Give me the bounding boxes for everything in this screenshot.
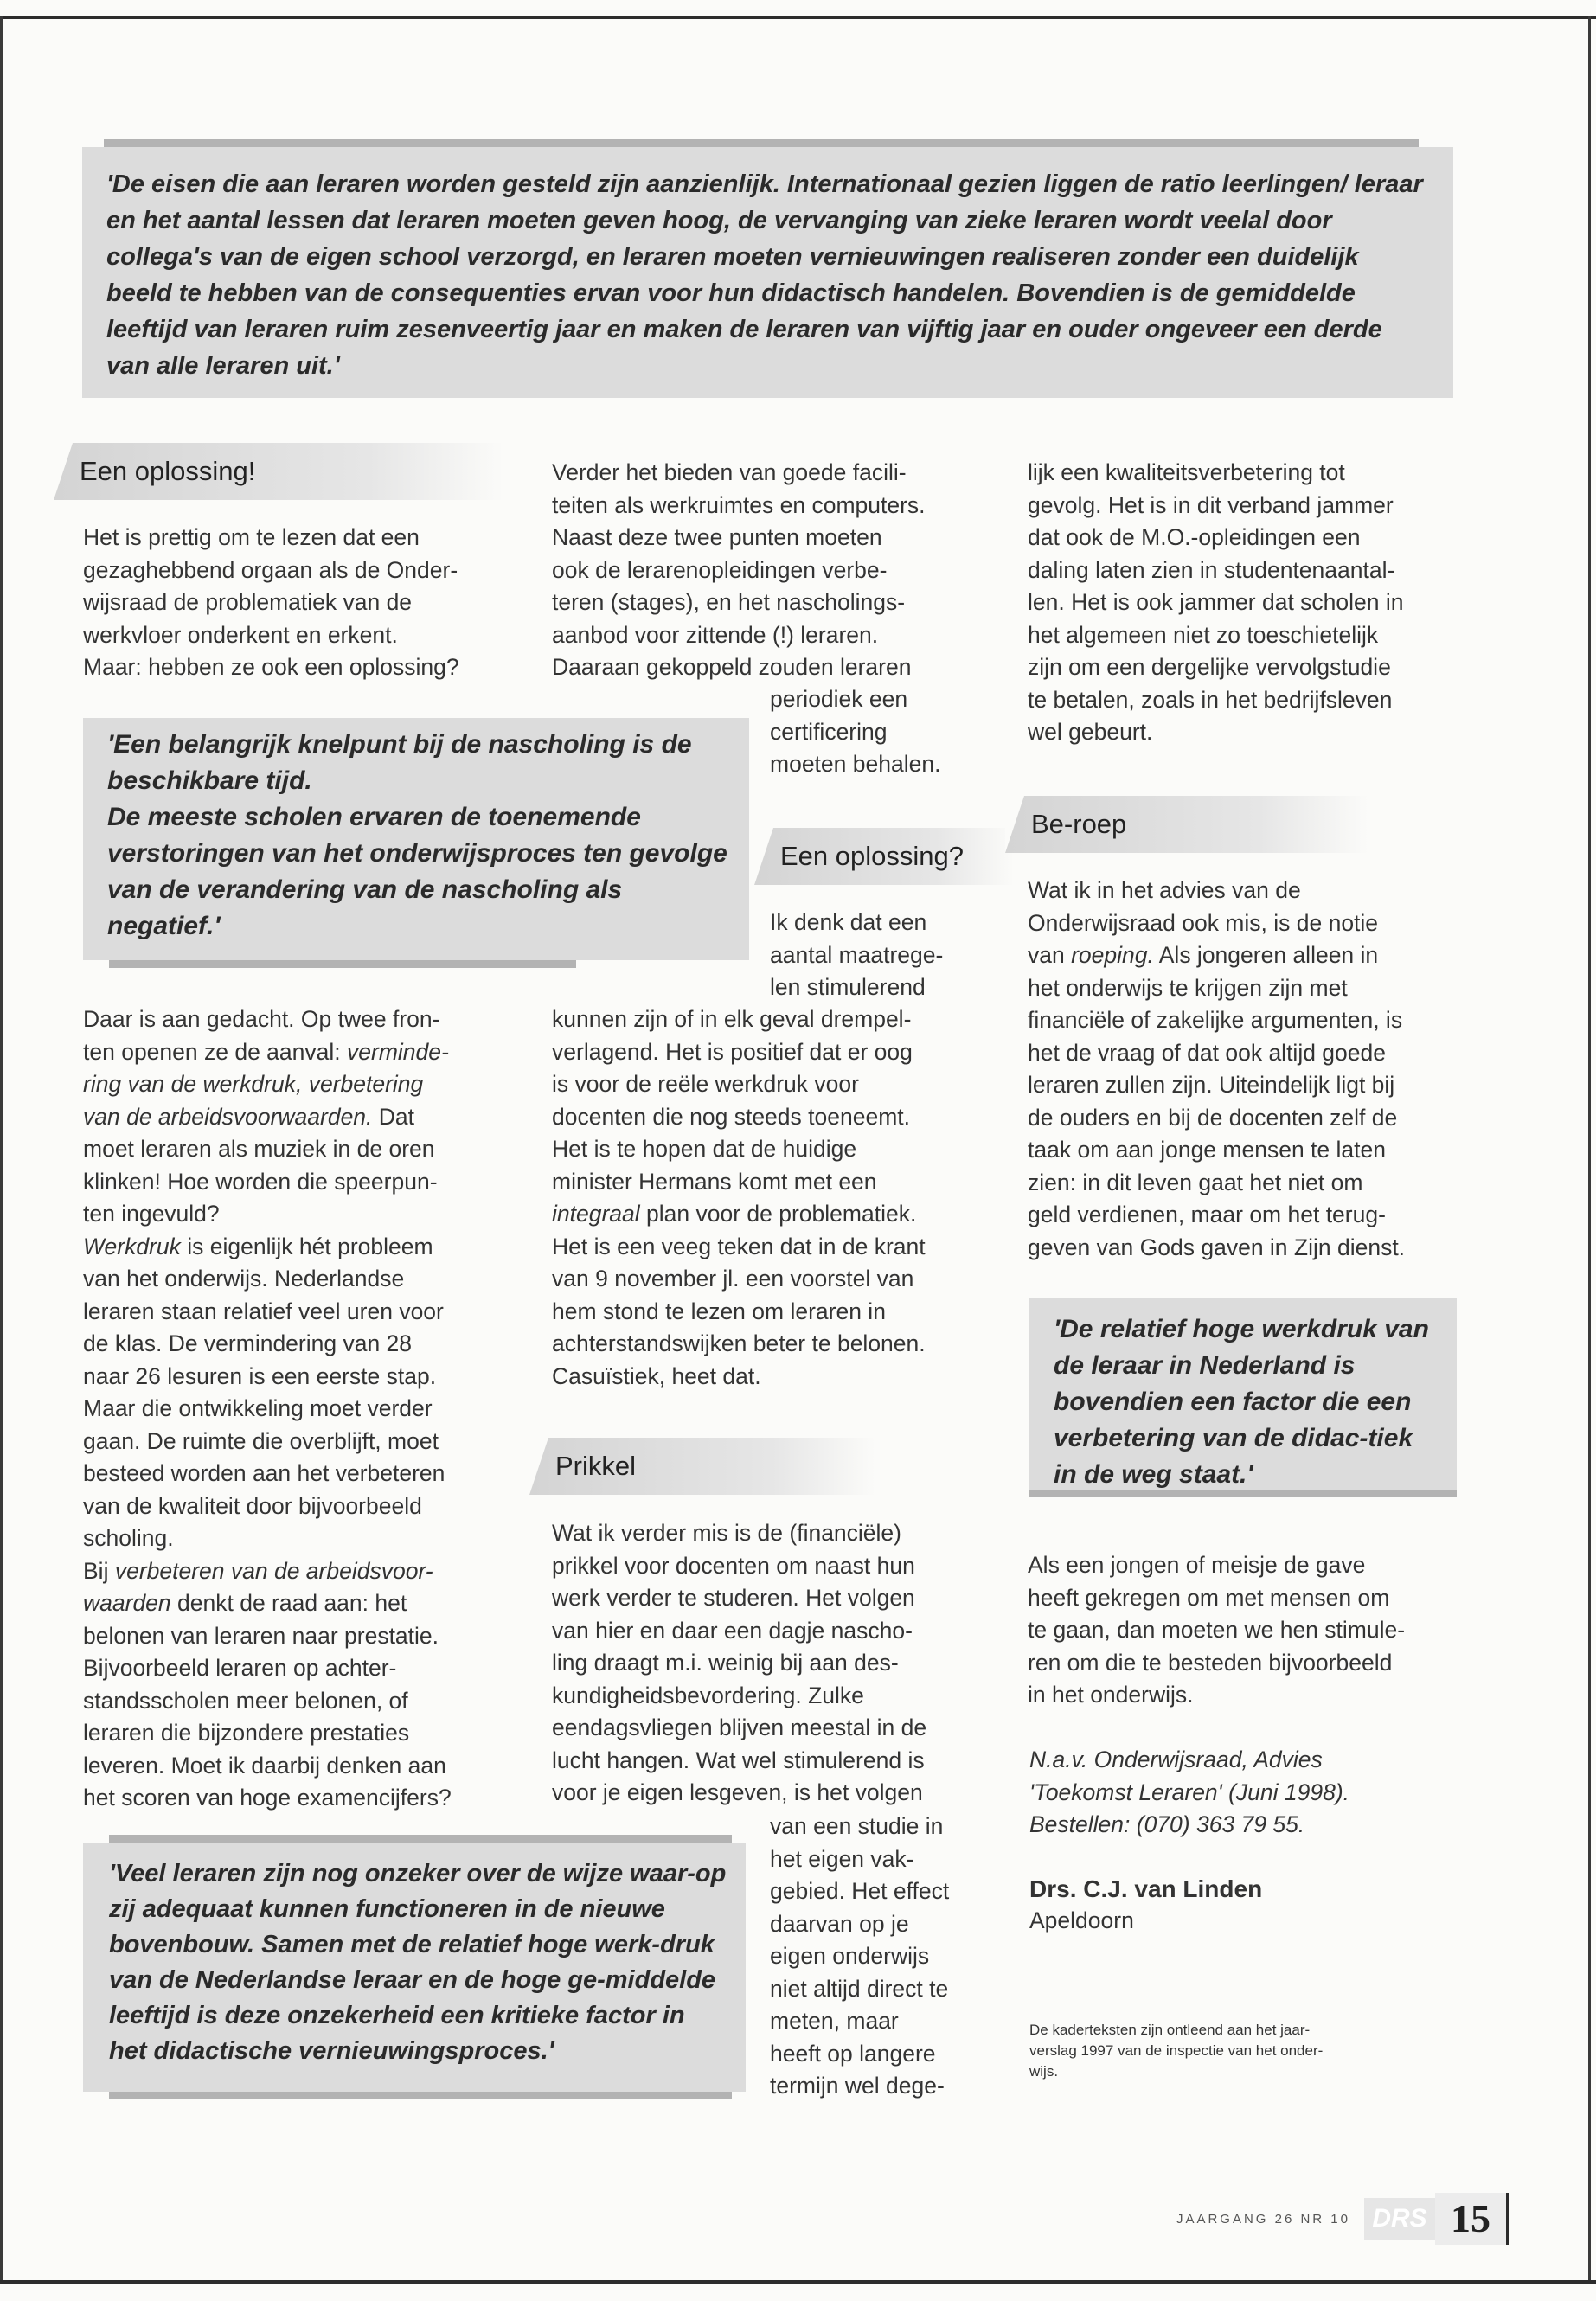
col1-intro: Het is prettig om te lezen dat een gezaghebbend orgaan als de Onder- wijsraad de problematiek van de werkvloer onderkent en erkent. Maar: hebben ze ook een oplossing? bbox=[83, 524, 459, 680]
col2-intro-narrow: periodiek een certificering moeten behalen. bbox=[770, 686, 941, 777]
col2-prikkel-text: Wat ik verder mis is de (financiële) prikkel voor docenten om naast hun werk verder te studeren. Het volgen van hier en daar een dagje nascho- ling draagt m.i. weinig bij aan des- kundigheidsbevordering. Zulke eendagsvliegen blijven meestal in de lucht hangen. Wat wel stimulerend is voor je eigen lesgeven, is het volgen bbox=[552, 1520, 927, 1805]
bottom-quote-text: 'Veel leraren zijn nog onzeker over de wijze waar-op zij adequaat kunnen functioneren in de nieuwe bovenbouw. Samen met de relatief hoge werk-druk van de Nederlandse leraar en de hoge ge-middelde leeftijd is deze onzekerheid een kritieke factor in het didactische vernieuwingsproces.' bbox=[109, 1860, 727, 2065]
heading-een-oplossing-q: Een oplossing? bbox=[754, 828, 1014, 885]
page-border-bottom bbox=[0, 2280, 1596, 2284]
col2-p2-narrow: Ik denk dat een aantal maatrege- len stimulerend bbox=[770, 909, 944, 1000]
heading-prikkel: Prikkel bbox=[529, 1438, 875, 1495]
emphasis-werkdruk: Werkdruk bbox=[83, 1233, 181, 1259]
top-quote-box bbox=[82, 147, 1453, 398]
col3-quote-text: 'De relatief hoge werkdruk van de leraar in Nederland is bovendien een factor die een verbetering van de didac-tiek in de weg staat.' bbox=[1054, 1315, 1429, 1489]
col3-quote-bar bbox=[1029, 1490, 1457, 1497]
col2-prikkel-narrow: van een studie in het eigen vak- gebied. Het effect daarvan op je eigen onderwijs niet altijd direct te meten, maar heeft op langere termijn wel dege- bbox=[770, 1813, 950, 2099]
col3-body: Wat ik in het advies van de Onderwijsraad ook mis, is de notie van roeping. Als jongeren alleen in het onderwijs te krijgen zijn met financiële of zakelijke argumenten, is het de vraag of dat ook altijd goede leraren zullen zijn. Uiteindelijk ligt bij de ouders en bij de docenten zelf de taak om aan jonge mensen te laten zien: in dit leven gaat het niet om geld verdienen, maar om het terug- geven van Gods gaven in Zijn dienst. bbox=[1028, 877, 1406, 1260]
drs-logo: DRS bbox=[1364, 2198, 1435, 2240]
author-name: Drs. C.J. van Linden bbox=[1029, 1875, 1263, 1902]
col2-intro: Verder het bieden van goede facili- teiten als werkruimtes en computers. Naast deze twee punten moeten ook de lerarenopleidingen verbe- teren (stages), en het nascholings- aanbod voor zittende (!) leraren. Daaraan gekoppeld zouden leraren bbox=[552, 459, 926, 680]
emphasis-integraal: integraal bbox=[552, 1201, 640, 1227]
col3-closing: Als een jongen of meisje de gave heeft gekregen om met mensen om te gaan, dan moeten we hen stimule- ren om die te besteden bijvoorbeeld in het onderwijs. bbox=[1028, 1552, 1406, 1708]
col1-body: Daar is aan gedacht. Op twee fron- ten openen ze de aanval: verminde- ring van de werkdruk, verbetering van de arbeidsvoorwaarden. Dat moet leraren als muziek in de oren klinken! Hoe worden die speerpun- ten ingevuld? Werkdruk is eigenlijk hét probleem van het onderwijs. Nederlandse leraren staan relatief veel uren voor de klas. De vermindering van 28 naar 26 lesuren is een eerste stap. Maar die ontwikkeling moet verder gaan. De ruimte die overblijft, moet besteed worden aan het verbeteren van de kwaliteit door bijvoorbeeld scholing. Bij verbeteren van de arbeidsvoor- waarden denkt de raad aan: het belonen van leraren naar prestatie. Bijvoorbeeld leraren op achter- standsscholen meer belonen, of leraren die bijzondere prestaties leveren. Moet ik daarbij denken aan het scoren van hoge examencijfers? bbox=[83, 1006, 452, 1811]
page-footer bbox=[1176, 2193, 1509, 2245]
emphasis-arbeidsvoorwaarden: verbeteren van de arbeidsvoor- waarden bbox=[83, 1557, 433, 1616]
bottom-quote-box bbox=[83, 1843, 746, 2092]
heading-be-roep: Be-roep bbox=[1005, 796, 1368, 853]
col1-quote-box bbox=[83, 718, 749, 960]
page-number: 15 bbox=[1435, 2193, 1509, 2245]
col1-quote-bar bbox=[109, 960, 576, 968]
emphasis-verminderen: verminde- ring van de werkdruk, verbetering van de arbeidsvoorwaarden. bbox=[83, 1038, 449, 1130]
page-border-top bbox=[0, 16, 1596, 19]
page-border-left bbox=[0, 16, 3, 2284]
bottom-quote-bar-bottom bbox=[109, 2092, 732, 2099]
top-quote-bar bbox=[104, 139, 1419, 147]
journal-issue: JAARGANG 26 NR 10 bbox=[1176, 2211, 1350, 2227]
col3-intro: lijk een kwaliteitsverbetering tot gevolg. Het is in dit verband jammer dat ook de M.O.-opleidingen een daling laten zien in studentenaantal- len. Het is ook jammer dat scholen in het algemeen niet zo toeschietelijk zijn om een dergelijke vervolgstudie te betalen, zoals in het bedrijfsleven wel gebeurt. bbox=[1028, 459, 1404, 745]
col1-quote-text: 'Een belangrijk knelpunt bij de nascholing is de beschikbare tijd. De meeste scholen ervaren de toenemende verstoringen van het onderwijsproces ten gevolge van de verandering van de nascholing als negatief.' bbox=[107, 730, 727, 940]
bottom-quote-bar-top bbox=[109, 1835, 732, 1843]
col2-body: kunnen zijn of in elk geval drempel- verlagend. Het is positief dat er oog is voor de reële werkdruk voor docenten die nog steeds toeneemt. Het is te hopen dat de huidige minister Hermans komt met een integraal plan voor de problematiek. Het is een veeg teken dat in de krant van 9 november jl. een voorstel van hem stond te lezen om leraren in achterstandswijken beter te belonen. Casuïstiek, heet dat. bbox=[552, 1006, 926, 1389]
page-border-right bbox=[1588, 16, 1591, 2284]
frame-text-note: De kaderteksten zijn ontleend aan het jaar- verslag 1997 van de inspectie van het onder- wijs. bbox=[1029, 2022, 1324, 2080]
author-city: Apeldoorn bbox=[1029, 1907, 1134, 1933]
top-quote-text: 'De eisen die aan leraren worden gesteld zijn aanzienlijk. Internationaal gezien liggen de ratio leerlingen/ leraar en het aantal lessen dat leraren moeten geven hoog, de vervanging van zieke leraren wordt veelal door collega's van de eigen school verzorgd, en leraren moeten vernieuwingen realiseren zonder een duidelijk beeld te hebben van de consequenties ervan voor hun didactisch handelen. Bovendien is de gemiddelde leeftijd van leraren ruim zesenveertig jaar en maken de leraren van vijftig jaar en ouder ongeveer een derde van alle leraren uit.' bbox=[106, 170, 1423, 380]
col3-source: N.a.v. Onderwijsraad, Advies 'Toekomst Leraren' (Juni 1998). Bestellen: (070) 363 79 55. bbox=[1029, 1747, 1350, 1837]
col3-quote-box bbox=[1029, 1298, 1457, 1490]
emphasis-roeping: roeping. bbox=[1071, 942, 1154, 968]
heading-een-oplossing: Een oplossing! bbox=[54, 443, 503, 500]
